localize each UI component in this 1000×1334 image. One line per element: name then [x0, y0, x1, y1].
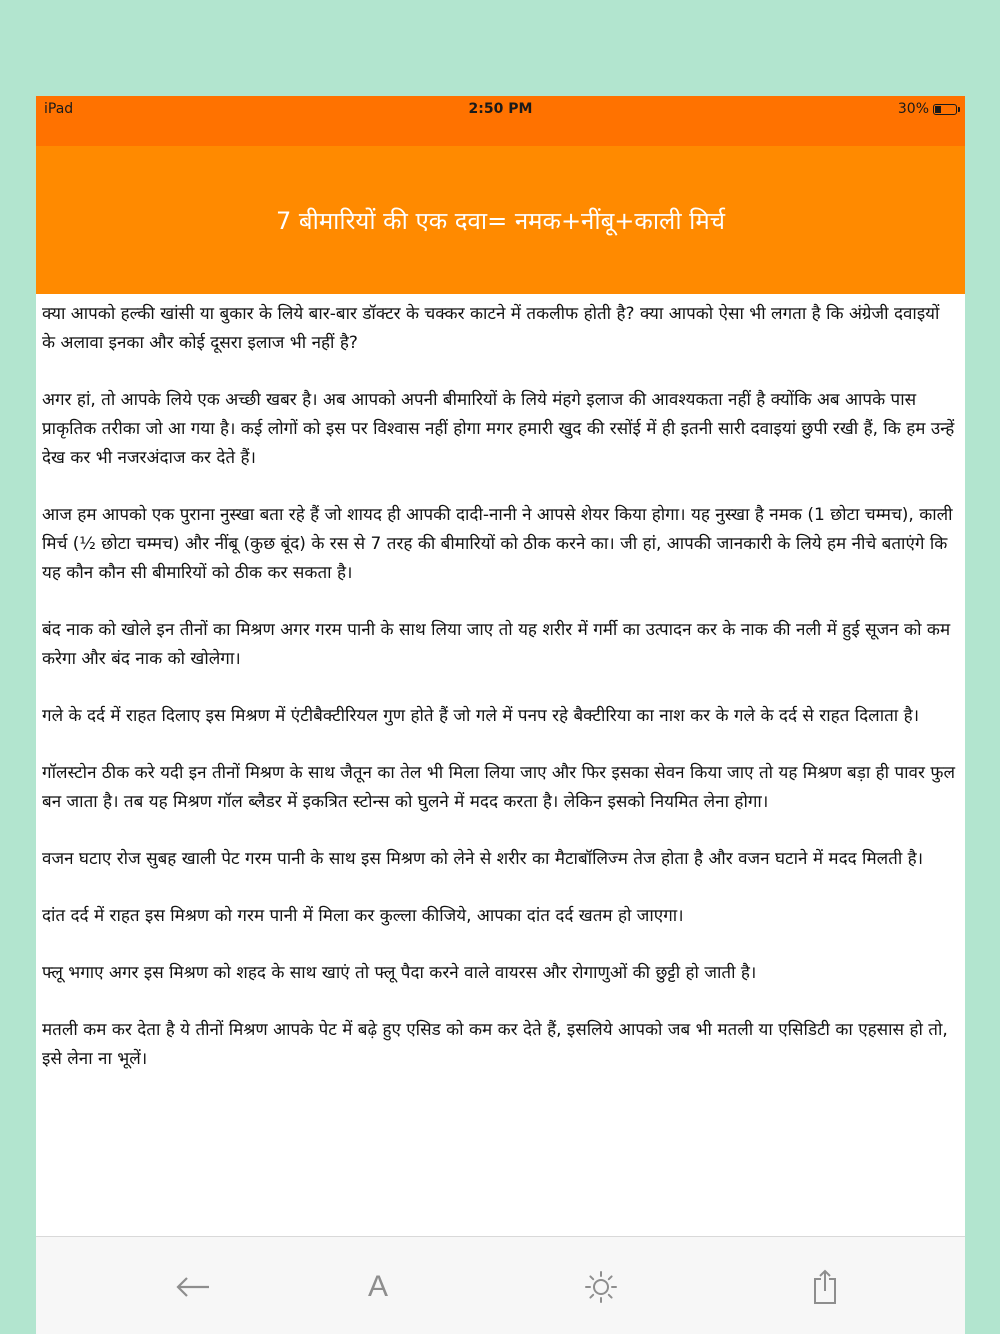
brightness-button[interactable] — [581, 1267, 621, 1307]
battery-indicator — [898, 101, 957, 117]
share-button[interactable] — [805, 1267, 845, 1307]
share-icon — [812, 1269, 838, 1305]
font-size-button[interactable] — [358, 1267, 398, 1307]
bottom-toolbar — [36, 1236, 965, 1334]
article-body — [42, 300, 957, 1102]
article-paragraph: बंद नाक को खोले इन तीनों का मिश्रण अगर गरम पानी के साथ लिया जाए तो यह शरीर में गर्मी का उत्पादन कर के नाक की नली में हुई सूजन को कम करेगा और बंद नाक को खोलेगा। — [42, 620, 951, 669]
battery-icon — [933, 104, 957, 115]
article-paragraph: गले के दर्द में राहत दिलाए इस मिश्रण में एंटीबैक्टीरियल गुण होते हैं जो गले में पनप रहे बैक्टीरिया का नाश कर के गले के दर्द से राहत दिलाता है। — [42, 706, 920, 726]
battery-level-fill — [935, 106, 941, 113]
article-paragraph: फ्लू भगाए अगर इस मिश्रण को शहद के साथ खाएं तो फ्लू पैदा करने वाले वायरस और रोगाणुओं की छुट्टी हो जाती है। — [42, 963, 757, 983]
article-header — [36, 146, 965, 294]
back-button[interactable] — [173, 1267, 213, 1307]
app-window — [36, 96, 965, 1334]
article-paragraph: गॉलस्टोन ठीक करे यदी इन तीनों मिश्रण के साथ जैतून का तेल भी मिला लिया जाए और फिर इसका सेवन किया जाए तो यह मिश्रण बड़ा ही पावर फुल बन जाता है। तब यह मिश्रण गॉल ब्लैडर में इकत्रित स्टोन्स को घुलने में मदद करता है। लेकिन इसको नियमित लेना होगा। — [42, 763, 955, 812]
article-paragraph: आज हम आपको एक पुराना नुस्खा बता रहे हैं जो शायद ही आपकी दादी-नानी ने आपसे शेयर किया होगा। यह नुस्खा है नमक (1 छोटा चम्मच), काली मिर्च (½ छोटा चम्मच) और नींबू (कुछ बूंद) के रस से 7 तरह की बीमारियों को ठीक करने का। जी हां, आपकी जानकारी के लिये हम नीचे बताएंगे कि यह कौन कौन सी बीमारियों को ठीक कर सकता है। — [42, 505, 953, 583]
sun-icon — [584, 1270, 618, 1304]
arrow-left-icon — [175, 1275, 211, 1299]
article-paragraph: अगर हां, तो आपके लिये एक अच्छी खबर है। अब आपको अपनी बीमारियों के लिये मंहगे इलाज की आवश्यकता नहीं है क्योंकि अब आपके पास प्राकृतिक तरीका जो आ गया है। कई लोगों को इस पर विश्वास नहीं होगा मगर हमारी खुद की रसोंई में ही इतनी सारी दवाइयां छुपी रखी हैं, कि हम उन्हें देख कर भी नजरअंदाज कर देते हैं। — [42, 390, 955, 468]
article-paragraph: क्या आपको हल्की खांसी या बुकार के लिये बार-बार डॉक्टर के चक्कर काटने में तकलीफ होती है? क्या आपको ऐसा भी लगता है कि अंग्रेजी दवाइयों के अलावा इनका और कोई दूसरा इलाज भी नहीं है? — [42, 304, 940, 353]
article-paragraph: दांत दर्द में राहत इस मिश्रण को गरम पानी में मिला कर कुल्ला कीजिये, आपका दांत दर्द खतम हो जाएगा। — [42, 906, 684, 926]
article-paragraph: मतली कम कर देता है ये तीनों मिश्रण आपके पेट में बढ़े हुए एसिड को कम कर देते हैं, इसलिये आपको जब भी मतली या एसिडिटी का एहसास हो तो, इसे लेना ना भूलें। — [42, 1020, 948, 1069]
status-bar — [36, 96, 965, 146]
article-paragraph: वजन घटाए रोज सुबह खाली पेट गरम पानी के साथ इस मिश्रण को लेने से शरीर का मैटाबॉलिज्म तेज होता है और वजन घटाने में मदद मिलती है। — [42, 849, 924, 869]
device-name: iPad — [44, 101, 74, 117]
battery-percent: 30% — [897, 101, 929, 117]
article-title: 7 बीमारियों की एक दवा= नमक+नींबू+काली मिर्च — [276, 206, 725, 235]
status-time: 2:50 PM — [468, 101, 533, 117]
font-icon: A — [367, 1270, 388, 1303]
